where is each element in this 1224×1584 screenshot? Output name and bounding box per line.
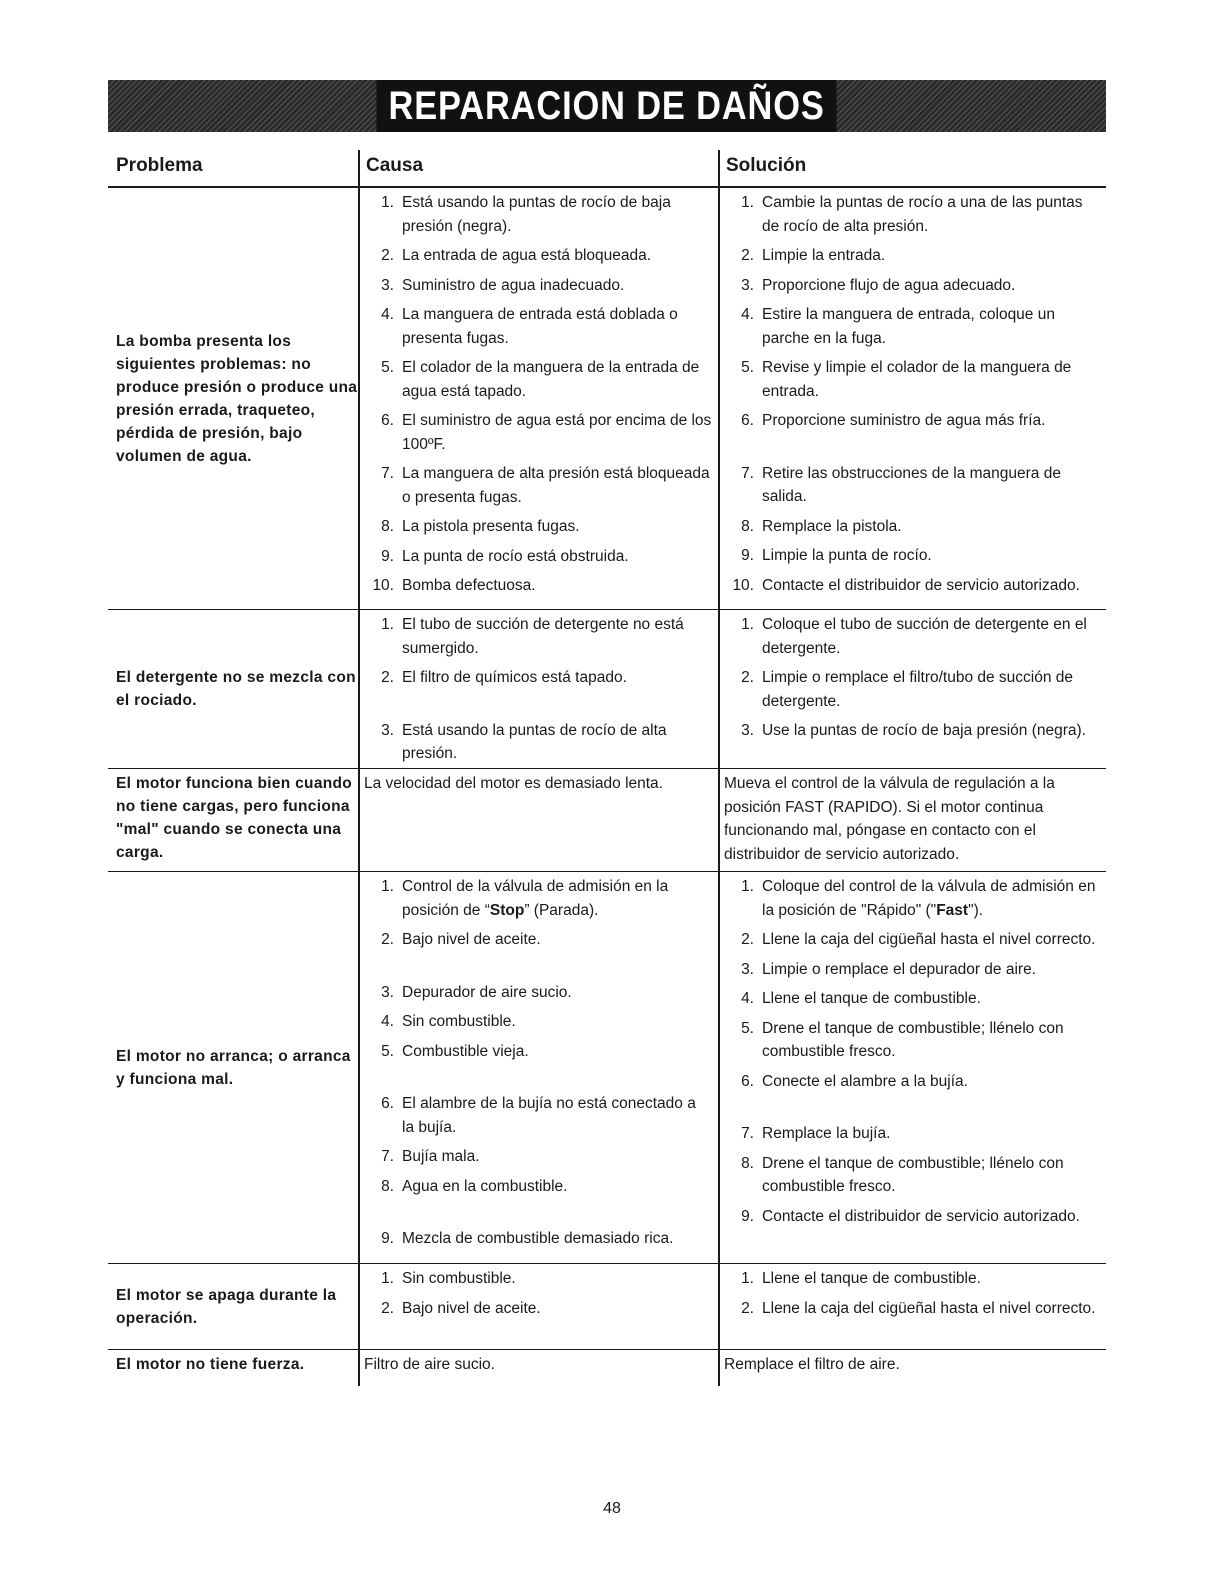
solution-text: Mueva el control de la válvula de regulación a la posición FAST (RAPIDO). Si el motor continua funcionando mal, póngase en contacto con el distribuidor de servicio autorizado. bbox=[724, 775, 1055, 863]
list-item: 1. Coloque el tubo de succión de detergente en el detergente. bbox=[741, 616, 1087, 657]
list-item: 8. Remplace la pistola. bbox=[741, 517, 902, 535]
solution-cell bbox=[718, 188, 1106, 609]
list-item: 9. Limpie la punta de rocío. bbox=[741, 547, 932, 564]
page-number: 48 bbox=[603, 1500, 621, 1517]
list-item: 2. Limpie la entrada. bbox=[741, 247, 886, 264]
list-item: 10. Bomba defectuosa. bbox=[372, 577, 536, 594]
solution-text: Remplace el filtro de aire. bbox=[724, 1356, 900, 1373]
list-item: 1. Sin combustible. bbox=[381, 1270, 516, 1287]
list-item: 6. El alambre de la bujía no está conectado a la bujía. bbox=[381, 1095, 696, 1136]
header-problem: Problema bbox=[116, 155, 203, 176]
cause-cell bbox=[358, 769, 718, 871]
list-item: 6. El suministro de agua está por encima de los 100ºF. bbox=[381, 412, 712, 453]
problem-text: El motor no tiene fuerza. bbox=[116, 1356, 305, 1373]
table-row bbox=[108, 610, 1106, 769]
problem-text: El detergente no se mezcla con el rociado. bbox=[116, 669, 356, 709]
cause-cell bbox=[358, 1350, 718, 1386]
list-item: 1. El tubo de succión de detergente no está sumergido. bbox=[381, 616, 684, 657]
list-item: 1. Está usando la puntas de rocío de baja presión (negra). bbox=[381, 194, 671, 235]
list-item: 5. Drene el tanque de combustible; llénelo con combustible fresco. bbox=[741, 1019, 1064, 1060]
cause-cell bbox=[358, 1264, 718, 1349]
list-item: 4. Estire la manguera de entrada, coloque un parche en la fuga. bbox=[741, 306, 1055, 347]
list-item: 2. El filtro de químicos está tapado. bbox=[381, 669, 627, 686]
problem-text: El motor no arranca; o arranca y funciona mal. bbox=[116, 1047, 351, 1088]
problem-cell bbox=[108, 188, 358, 609]
list-item: 8. La pistola presenta fugas. bbox=[381, 518, 580, 535]
solution-cell bbox=[718, 1350, 1106, 1386]
list-item: 2. Llene la caja del cigüeñal hasta el nivel correcto. bbox=[741, 1299, 1096, 1317]
cause-cell bbox=[358, 610, 718, 768]
list-item: 7. Remplace la bujía. bbox=[741, 1125, 891, 1142]
table-header bbox=[108, 150, 1106, 188]
list-item: 3. Limpie o remplace el depurador de aire. bbox=[741, 960, 1036, 978]
list-item: 1. Coloque del control de la válvula de admisión en la posición de "Rápido" ("Fast"). bbox=[741, 878, 1096, 919]
list-item: 7. La manguera de alta presión está bloqueada o presenta fugas. bbox=[381, 465, 710, 506]
list-item: 2. Llene la caja del cigüeñal hasta el nivel correcto. bbox=[741, 931, 1096, 948]
list-item: 3. Depurador de aire sucio. bbox=[381, 983, 572, 1001]
list-item: 1. Control de la válvula de admisión en la posición de “Stop” (Parada). bbox=[381, 878, 669, 919]
cause-cell bbox=[358, 188, 718, 609]
problem-text: El motor funciona bien cuando no tiene cargas, pero funciona "mal" cuando se conecta una carga. bbox=[116, 775, 353, 861]
list-item: 4. Sin combustible. bbox=[381, 1013, 516, 1030]
cause-text: La velocidad del motor es demasiado lenta. bbox=[364, 775, 663, 792]
header-cause: Causa bbox=[358, 150, 718, 186]
table-row bbox=[108, 1350, 1106, 1386]
list-item: 3. Suministro de agua inadecuado. bbox=[381, 276, 625, 294]
solution-cell bbox=[718, 769, 1106, 871]
list-item: 8. Agua en la combustible. bbox=[381, 1177, 568, 1195]
list-item: 7. Retire las obstrucciones de la manguera de salida. bbox=[741, 464, 1061, 505]
list-item: 7. Bujía mala. bbox=[381, 1148, 480, 1165]
list-item: 10. Contacte el distribuidor de servicio autorizado. bbox=[732, 576, 1080, 594]
list-item: 6. Proporcione suministro de agua más fría. bbox=[741, 412, 1046, 429]
solution-cell bbox=[718, 610, 1106, 768]
list-item: 9. Mezcla de combustible demasiado rica. bbox=[381, 1230, 674, 1247]
list-item: 8. Drene el tanque de combustible; llénelo con combustible fresco. bbox=[741, 1154, 1064, 1195]
list-item: 3. Proporcione flujo de agua adecuado. bbox=[741, 276, 1016, 294]
list-item: 5. El colador de la manguera de la entrada de agua está tapado. bbox=[381, 359, 700, 400]
table-row bbox=[108, 872, 1106, 1264]
problem-cell bbox=[108, 769, 358, 871]
header-solution: Solución bbox=[718, 150, 1106, 186]
cause-text: Filtro de aire sucio. bbox=[364, 1356, 495, 1373]
list-item: 2. Bajo nivel de aceite. bbox=[381, 931, 541, 948]
list-item: 5. Combustible vieja. bbox=[381, 1042, 529, 1060]
table-row bbox=[108, 1264, 1106, 1350]
list-item: 2. La entrada de agua está bloqueada. bbox=[381, 247, 652, 264]
problem-cell bbox=[108, 1350, 358, 1386]
list-item: 9. Contacte el distribuidor de servicio autorizado. bbox=[741, 1207, 1080, 1225]
list-item: 3. Está usando la puntas de rocío de alta presión. bbox=[381, 721, 667, 762]
list-item: 1. Llene el tanque de combustible. bbox=[741, 1270, 981, 1287]
list-item: 4. Llene el tanque de combustible. bbox=[741, 990, 981, 1007]
list-item: 2. Limpie o remplace el filtro/tubo de succión de detergente. bbox=[741, 669, 1074, 710]
list-item: 2. Bajo nivel de aceite. bbox=[381, 1299, 541, 1317]
problem-text: El motor se apaga durante la operación. bbox=[116, 1286, 337, 1327]
table-row bbox=[108, 188, 1106, 610]
page-title: REPARACION DE DAÑOS bbox=[377, 80, 837, 132]
solution-cell bbox=[718, 1264, 1106, 1349]
list-item: 9. La punta de rocío está obstruida. bbox=[381, 547, 629, 565]
cause-cell bbox=[358, 872, 718, 1263]
title-banner bbox=[108, 80, 1106, 132]
list-item: 5. Revise y limpie el colador de la manguera de entrada. bbox=[741, 359, 1072, 400]
troubleshooting-table bbox=[108, 150, 1106, 1386]
problem-text: La bomba presenta los siguientes problemas: no produce presión o produce una presión errada, traqueteo, pérdida de presión, bajo volumen de agua. bbox=[116, 332, 358, 465]
list-item: 1. Cambie la puntas de rocío a una de las puntas de rocío de alta presión. bbox=[741, 194, 1083, 235]
list-item: 4. La manguera de entrada está doblada o presenta fugas. bbox=[381, 306, 678, 347]
problem-cell bbox=[108, 610, 358, 768]
list-item: 3. Use la puntas de rocío de baja presión (negra). bbox=[741, 722, 1086, 739]
list-item: 6. Conecte el alambre a la bujía. bbox=[741, 1072, 968, 1090]
problem-cell bbox=[108, 1264, 358, 1349]
table-row bbox=[108, 769, 1106, 872]
problem-cell bbox=[108, 872, 358, 1263]
solution-cell bbox=[718, 872, 1106, 1263]
